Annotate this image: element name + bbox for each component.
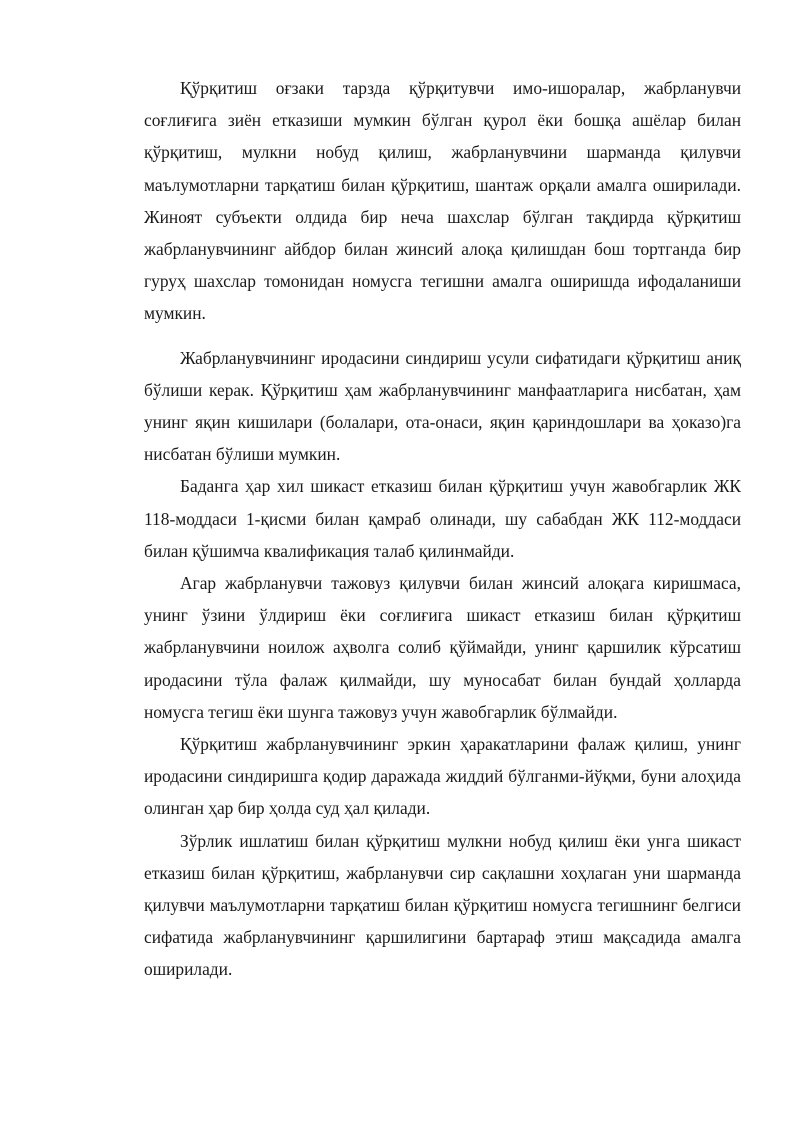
paragraph: Қўрқитиш жабрланувчининг эркин ҳаракатларини фалаж қилиш, унинг иродасини синдиришга қодир даражада жиддий бўлганми-йўқми, буни алоҳида олинган ҳар бир ҳолда суд ҳал қилади. [144,734,741,819]
document-body [144,72,741,986]
paragraph: Агар жабрланувчи тажовуз қилувчи билан жинсий алоқага киришмаса, унинг ўзини ўлдириш ёки соғлиғига шикаст етказиш билан қўрқитиш жабрланувчини ноилож аҳволга солиб қўймайди, унинг қаршилик кўрсатиш иродасини тўла фалаж қилмайди, шу муносабат билан бундай ҳолларда номусга тегиш ёки шунга тажовуз учун жавобгарлик бўлмайди. [144,573,741,722]
paragraph: Зўрлик ишлатиш билан қўрқитиш мулкни нобуд қилиш ёки унга шикаст етказиш билан қўрқитиш, жабрланувчи сир сақлашни хоҳлаган уни шарманда қилувчи маълумотларни тарқатиш билан қўрқитиш номусга тегишнинг белгиси сифатида жабрланувчининг қаршилигини бартараф этиш мақсадида амалга оширилади. [144,830,741,980]
paragraph: Жабрланувчининг иродасини синдириш усули сифатидаги қўрқитиш аниқ бўлиши керак. Қўрқитиш ҳам жабрланувчининг манфаатларига нисбатан, ҳам унинг яқин кишилари (болалари, ота-онаси, яқин қариндошлари ва ҳоказо)га нисбатан бўлиши мумкин. [144,347,741,465]
paragraph: Баданга ҳар хил шикаст етказиш билан қўрқитиш учун жавобгарлик ЖК 118-моддаси 1-қисми билан қамраб олинади, шу сабабдан ЖК 112-моддаси билан қўшимча квалификация талаб қилинмайди. [144,476,741,561]
paragraph: Қўрқитиш оғзаки тарзда қўрқитувчи имо-ишоралар, жабрланувчи соғлиғига зиён етказиши мумкин бўлган қурол ёки бошқа ашёлар билан қўрқитиш, мулкни нобуд қилиш, жабрланувчини шарманда қилувчи маълумотларни тарқатиш билан қўрқитиш, шантаж орқали амалга оширилади. Жиноят субъекти олдида бир неча шахслар бўлган тақдирда қўрқитиш жабрланувчининг айбдор билан жинсий алоқа қилишдан бош тортганда бир гуруҳ шахслар томонидан номусга тегишни амалга оширишда ифодаланиши мумкин. [144,78,741,324]
